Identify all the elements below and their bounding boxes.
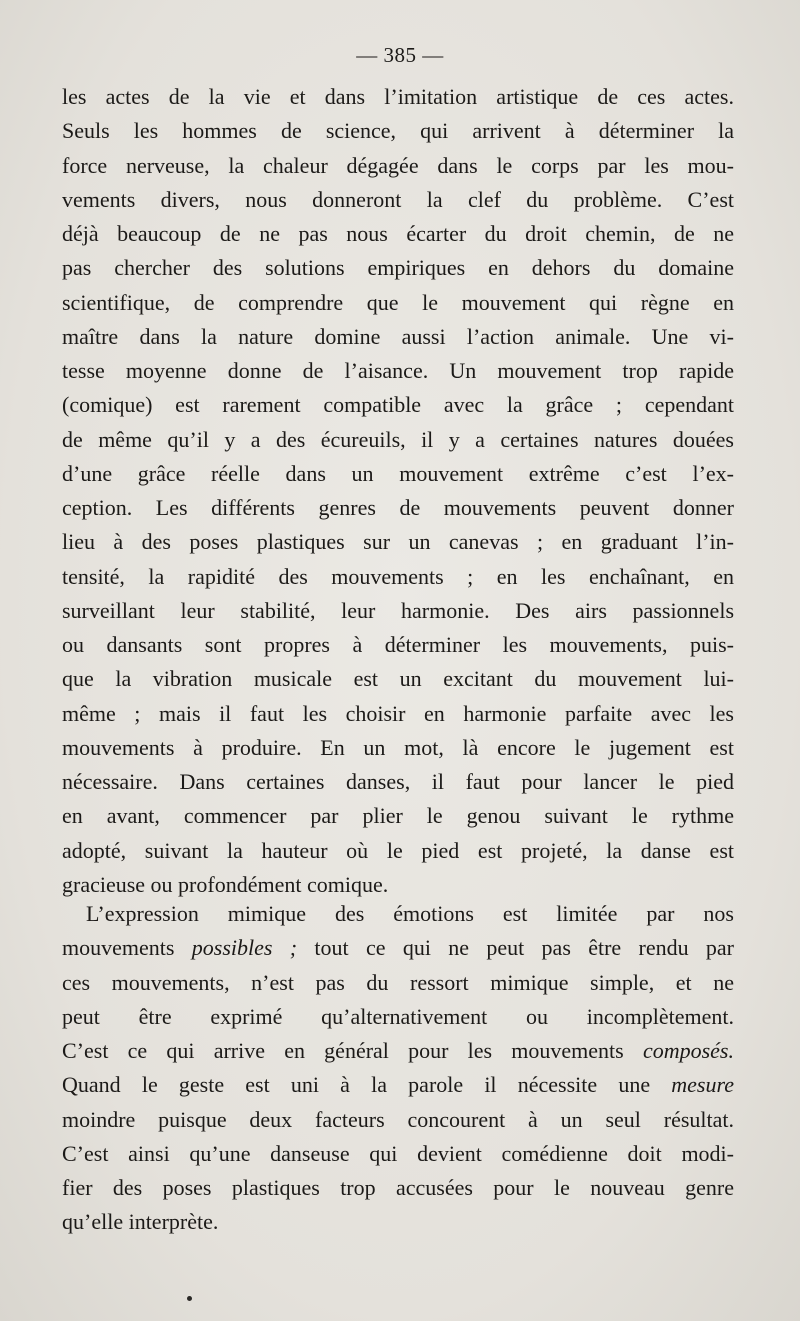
text-line: force nerveuse, la chaleur dégagée dans le corps par les mou- [62, 152, 734, 178]
italic-word: possibles ; [191, 935, 298, 961]
text-line: qu’elle interprète. [62, 1209, 219, 1235]
text-line: d’une grâce réelle dans un mouvement extrême c’est l’ex- [62, 460, 734, 486]
text-line: que la vibration musicale est un excitant du mouvement lui- [62, 666, 734, 692]
text-line: ception. Les différents genres de mouvements peuvent donner [62, 495, 734, 520]
page-number: — 385 — [356, 43, 444, 67]
text-line: Seuls les hommes de science, qui arrivent à déterminer la [62, 118, 734, 144]
text-line [62, 1068, 734, 1102]
paragraph-2 [62, 897, 734, 1240]
text-line: les actes de la vie et dans l’imitation artistique de ces actes. [62, 84, 734, 109]
text-line: fier des poses plastiques trop accusées pour le nouveau genre [62, 1175, 734, 1200]
text-line: maître dans la nature domine aussi l’action animale. Une vi- [62, 323, 734, 349]
text-run: mouvements [62, 935, 192, 961]
italic-word: mesure [671, 1072, 734, 1098]
ink-speck [187, 1296, 192, 1301]
text-line: en avant, commencer par plier le genou suivant le rythme [62, 803, 734, 829]
text-run: Quand le geste est uni à la parole il nécessite une [62, 1072, 672, 1098]
text-line: (comique) est rarement compatible avec la grâce ; cependant [62, 392, 734, 418]
text-line: mouvements à produire. En un mot, là encore le jugement est [62, 734, 734, 760]
text-run: tout ce qui ne peut pas être rendu par [297, 935, 735, 961]
text-line: L’expression mimique des émotions est limitée par nos [86, 901, 734, 926]
text-line: tensité, la rapidité des mouvements ; en les enchaînant, en [62, 563, 734, 589]
text-line: vements divers, nous donneront la clef du problème. C’est [62, 186, 734, 212]
text-line: de même qu’il y a des écureuils, il y a certaines natures douées [62, 426, 734, 452]
text-line: scientifique, de comprendre que le mouvement qui règne en [62, 289, 734, 315]
text-line: tesse moyenne donne de l’aisance. Un mouvement trop rapide [62, 358, 734, 383]
italic-word: composés. [642, 1038, 734, 1063]
text-line: nécessaire. Dans certaines danses, il faut pour lancer le pied [62, 769, 734, 794]
text-line [62, 931, 734, 965]
text-line: même ; mais il faut les choisir en harmonie parfaite avec les [62, 700, 734, 726]
text-line: gracieuse ou profondément comique. [62, 871, 389, 897]
text-line: ces mouvements, n’est pas du ressort mimique simple, et ne [62, 969, 734, 995]
text-line: déjà beaucoup de ne pas nous écarter du droit chemin, de ne [62, 221, 734, 246]
text-line: lieu à des poses plastiques sur un canevas ; en graduant l’in- [62, 529, 734, 555]
paragraph-1 [62, 80, 734, 902]
text-line [62, 1034, 734, 1068]
text-line: C’est ainsi qu’une danseuse qui devient comédienne doit modi- [62, 1140, 734, 1166]
text-line: pas chercher des solutions empiriques en dehors du domaine [62, 255, 734, 281]
text-line: adopté, suivant la hauteur où le pied est projeté, la danse est [62, 837, 734, 863]
text-line: surveillant leur stabilité, leur harmonie. Des airs passionnels [62, 597, 734, 623]
text-line: moindre puisque deux facteurs concourent à un seul résultat. [62, 1106, 734, 1132]
text-line: peut être exprimé qu’alternativement ou incomplètement. [62, 1003, 734, 1029]
text-line: ou dansants sont propres à déterminer les mouvements, puis- [62, 632, 734, 657]
text-run: C’est ce qui arrive en général pour les mouvements [62, 1038, 643, 1063]
